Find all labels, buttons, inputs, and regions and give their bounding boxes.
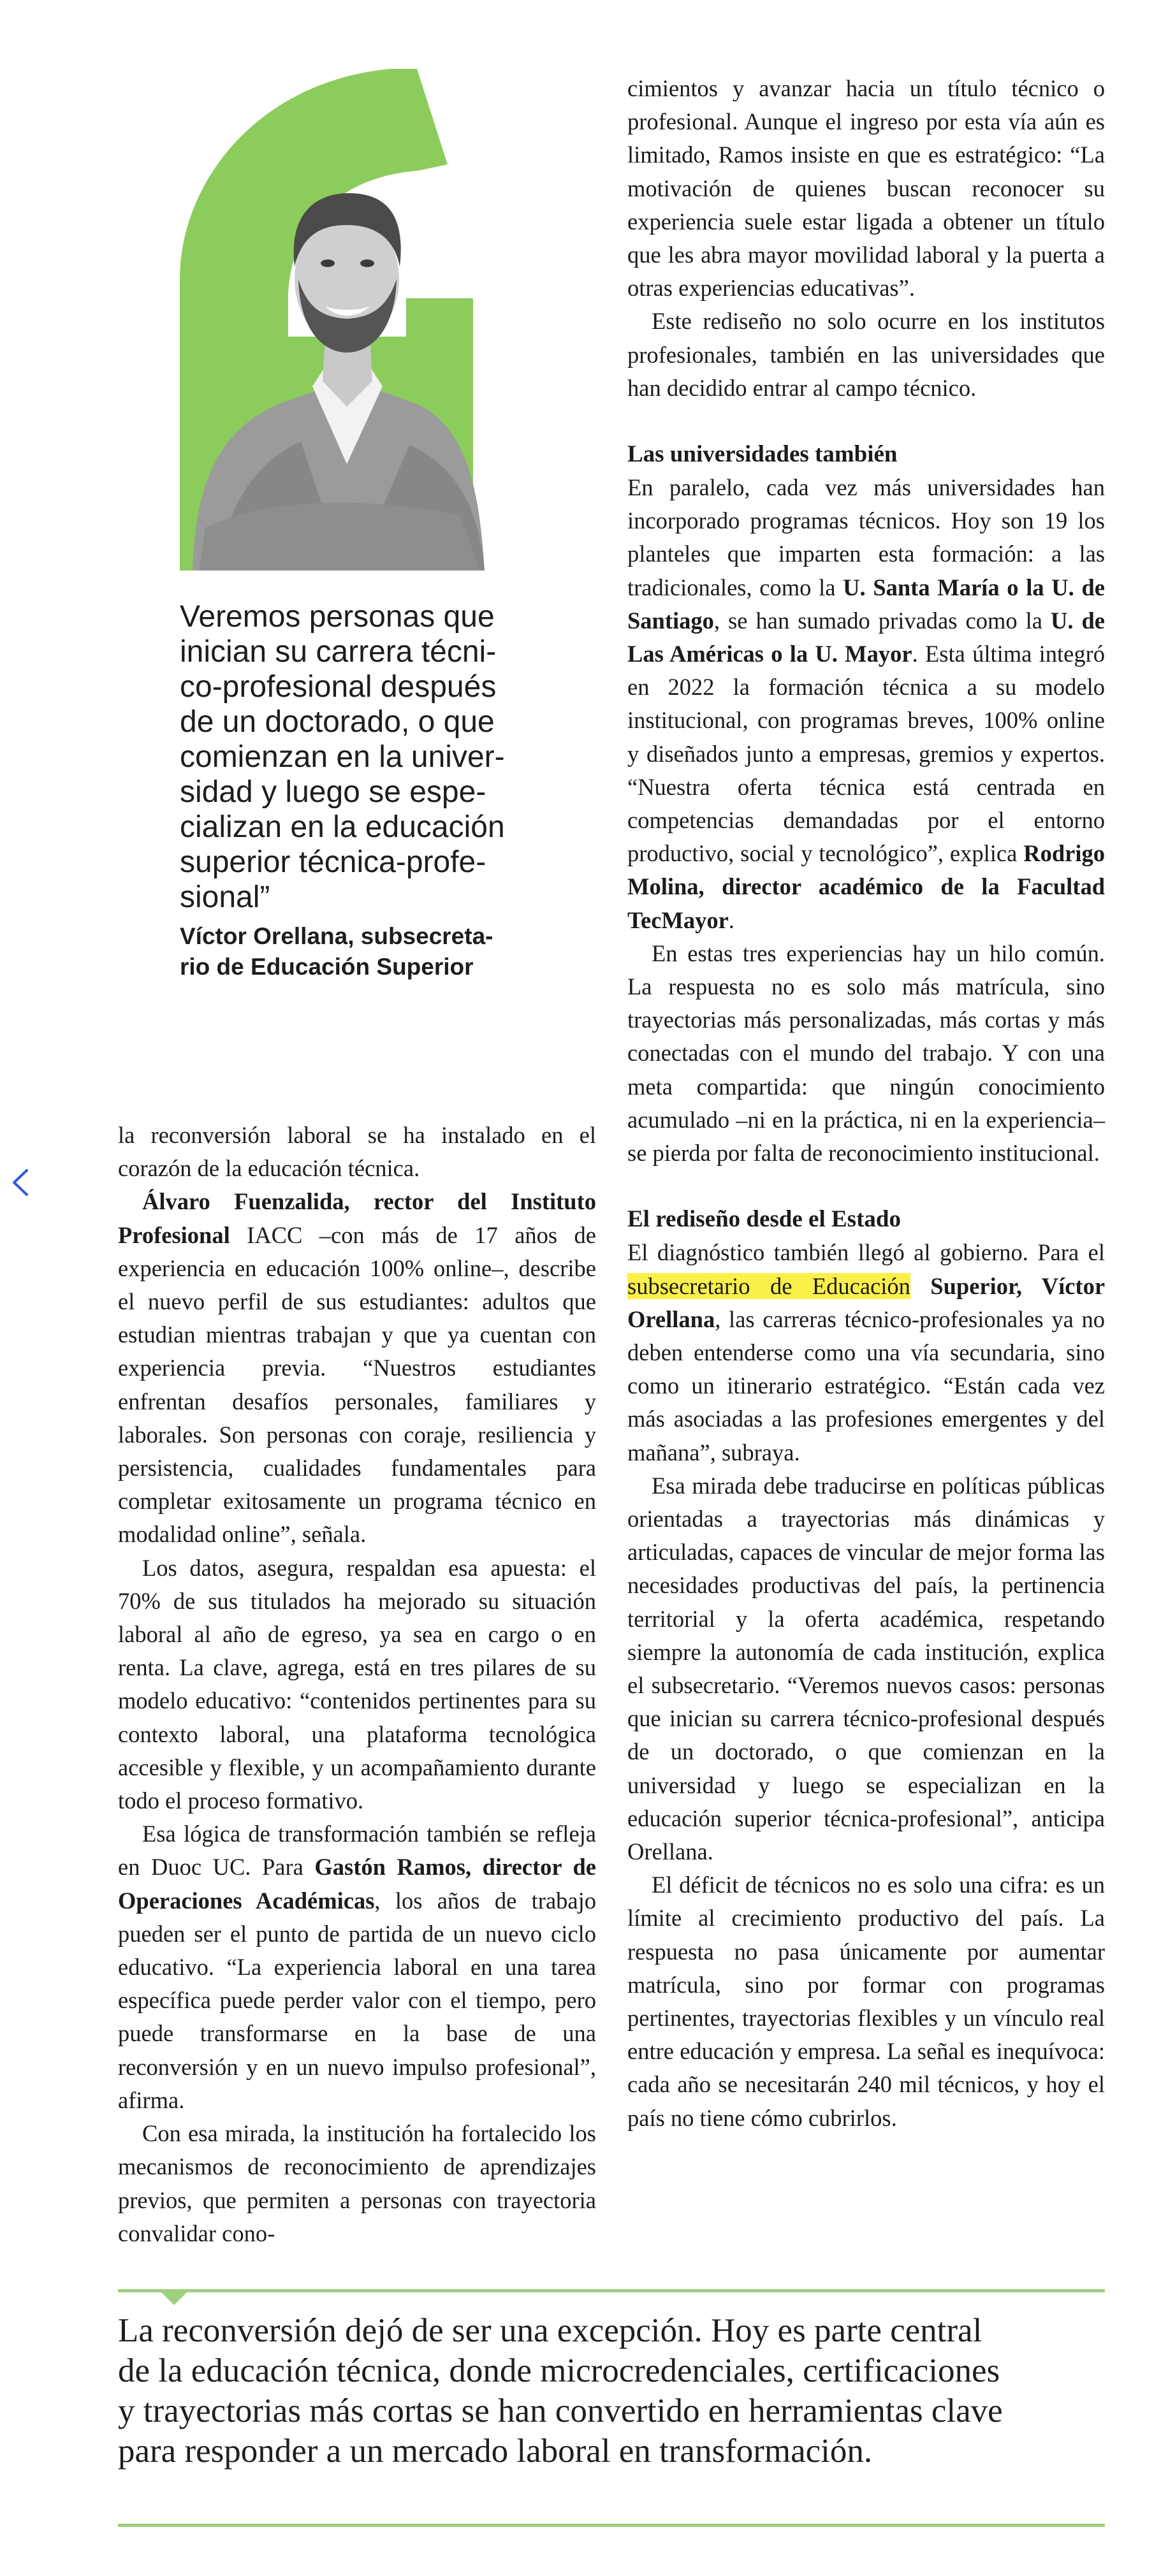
highlight-quote-line: y trayectorias más cortas se han convertido en herramientas clave — [118, 2392, 1003, 2429]
person-name: Superior, Víctor Orellana — [627, 1272, 1106, 1332]
paragraph: Este rediseño no solo ocurre en los institutos profesionales, también en las universidades que han decidido entrar al campo técnico. — [627, 308, 1105, 401]
institution-name: U. de Las Américas o la U. Mayor — [627, 607, 1105, 667]
paragraph-text: IACC –con más de 17 años de experiencia en educación 100% online–, describe el nuevo perfil de sus estudiantes: adultos que estudian mientras trabajan y que ya cuentan con experiencia previa. “Nuestros estudiantes enfrentan desafíos personales, familiares y laborales. Son personas con coraje, resiliencia y persistencia, cualidades fundamentales para completar exitosamente un programa técnico en modalidad online”, señala. — [118, 1221, 596, 1548]
divider-notch — [161, 2292, 187, 2305]
person-name: Rodrigo Molina, director académico de la Facultad TecMayor — [627, 840, 1105, 933]
paragraph-text: Esa lógica de transformación también se refleja en Duoc UC. Para — [118, 1821, 596, 1881]
institution-name: U. Santa María o la U. de Santiago — [627, 574, 1105, 634]
article-column-left — [118, 1119, 596, 2250]
chevron-left-icon — [9, 1167, 32, 1198]
highlight-quote — [118, 2311, 1113, 2471]
paragraph-text: El diagnóstico también llegó al gobierno. Para el — [627, 1239, 1105, 1266]
paragraph: cimientos y avanzar hacia un título técnico o profesional. Aunque el ingreso por esta vía aún es limitado, Ramos insiste en que es estratégico: “La motivación de quienes buscan reconocer su experiencia suele estar ligada a obtener un título que les abra mayor movilidad laboral y la puerta a otras experiencias educativas”. — [627, 75, 1105, 302]
highlight-quote-line: La reconversión dejó de ser una excepción. Hoy es parte central — [118, 2312, 982, 2349]
paragraph — [627, 1236, 1105, 1469]
paragraph: Con esa mirada, la institución ha fortalecido los mecanismos de reconocimiento de aprendizajes previos, que permiten a personas con trayectoria convalidar cono- — [118, 2120, 596, 2246]
paragraph — [118, 1185, 596, 1551]
divider-bottom — [118, 2524, 1105, 2527]
paragraph-text: . — [728, 906, 734, 933]
pull-quote-text: Veremos personas que inician su carrera técni- co-profesional después de un doctorado, o que comienzan en la univer- sidad y luego se espe- cializan en la educación superior técnica-profe- sional” — [180, 600, 505, 914]
pull-quote — [180, 599, 537, 982]
paragraph-text: En paralelo, cada vez más universidades han incorporado programas técnicos. Hoy son 19 los planteles que imparten esta formación: a las tradicionales, como la — [627, 474, 1105, 600]
paragraph: Esa mirada debe traducirse en políticas públicas orientadas a trayectorias más dinámicas y articuladas, capaces de vincular de mejor forma las necesidades productivas del país, la pertinencia territorial y la oferta académica, respetando siempre la autonomía de cada institución, explica el subsecretario. “Veremos nuevos casos: personas que inician su carrera técnico-profesional después de un doctorado, o que comienzan en la universidad y luego se especializan en la educación superior técnica-profesional”, anticipa Orellana. — [627, 1472, 1105, 1865]
paragraph: El déficit de técnicos no es solo una cifra: es un límite al crecimiento productivo del país. La respuesta no pasa únicamente por aumentar matrícula, sino por formar con programas pertinentes, trayectorias flexibles y un vínculo real entre educación y empresa. La señal es inequívoca: cada año se necesitarán 240 mil técnicos, y hoy el país no tiene cómo cubrirlos. — [627, 1872, 1105, 2131]
paragraph: la reconversión laboral se ha instalado en el corazón de la educación técnica. — [118, 1122, 596, 1182]
article-column-right — [627, 72, 1105, 2135]
paragraph-text: , los años de trabajo pueden ser el punto de partida de un nuevo ciclo educativo. “La experiencia laboral en una tarea específica puede perder valor con el tiempo, pero puede transformarse en la base de una reconversión y en un nuevo impulso profesional”, afirma. — [118, 1887, 596, 2113]
highlight-quote-line: para responder a un mercado laboral en transformación. — [118, 2433, 873, 2470]
paragraph: En estas tres experiencias hay un hilo común. La respuesta no es solo más matrícula, sino trayectorias más personalizadas, más cortas y más conectadas con el mundo del trabajo. Y con una meta compartida: que ningún conocimiento acumulado –ni en la práctica, ni en la experiencia– se pierda por falta de reconocimiento institucional. — [627, 940, 1105, 1167]
divider-top — [118, 2289, 1105, 2292]
section-heading: El rediseño desde el Estado — [627, 1206, 901, 1233]
portrait-photo — [180, 69, 488, 571]
pull-quote-attribution: Víctor Orellana, subsecreta- rio de Educación Superior — [180, 923, 493, 980]
highlight-quote-line: de la educación técnica, donde microcredenciales, certificaciones — [118, 2352, 1000, 2389]
prev-page-button[interactable] — [9, 1167, 32, 1198]
person-name: Gastón Ramos, director de Operaciones Académicas — [118, 1854, 596, 1914]
section-heading: Las universidades también — [627, 441, 898, 468]
person-name: Álvaro Fuenzalida, rector del Instituto Profesional — [118, 1188, 596, 1248]
highlighted-text[interactable]: subsecretario de Educación — [627, 1272, 910, 1299]
paragraph — [627, 471, 1105, 937]
paragraph: Los datos, asegura, respaldan esa apuesta: el 70% de sus titulados ha mejorado su situación laboral al año de egreso, ya sea en cargo o en renta. La clave, agrega, está en tres pilares de su modelo educativo: “contenidos pertinentes para su contexto laboral, una plataforma tecnológica accesible y flexible, y un acompañamiento durante todo el proceso formativo. — [118, 1554, 596, 1814]
paragraph-text: , las carreras técnico-profesionales ya no deben entenderse como una vía secundaria, sino como un itinerario estratégico. “Están cada vez más asociadas a las profesiones emergentes y del mañana”, subraya. — [627, 1306, 1105, 1466]
paragraph — [118, 1817, 596, 2117]
paragraph-text: , se han sumado privadas como la — [713, 607, 1042, 634]
paragraph-text: . Esta última integró en 2022 la formación técnica a su modelo institucional, con programas breves, 100% online y diseñados junto a empresas, gremios y expertos. “Nuestra oferta técnica está centrada en competencias demandadas por el entorno productivo, social y tecnológico”, explica — [627, 641, 1105, 867]
